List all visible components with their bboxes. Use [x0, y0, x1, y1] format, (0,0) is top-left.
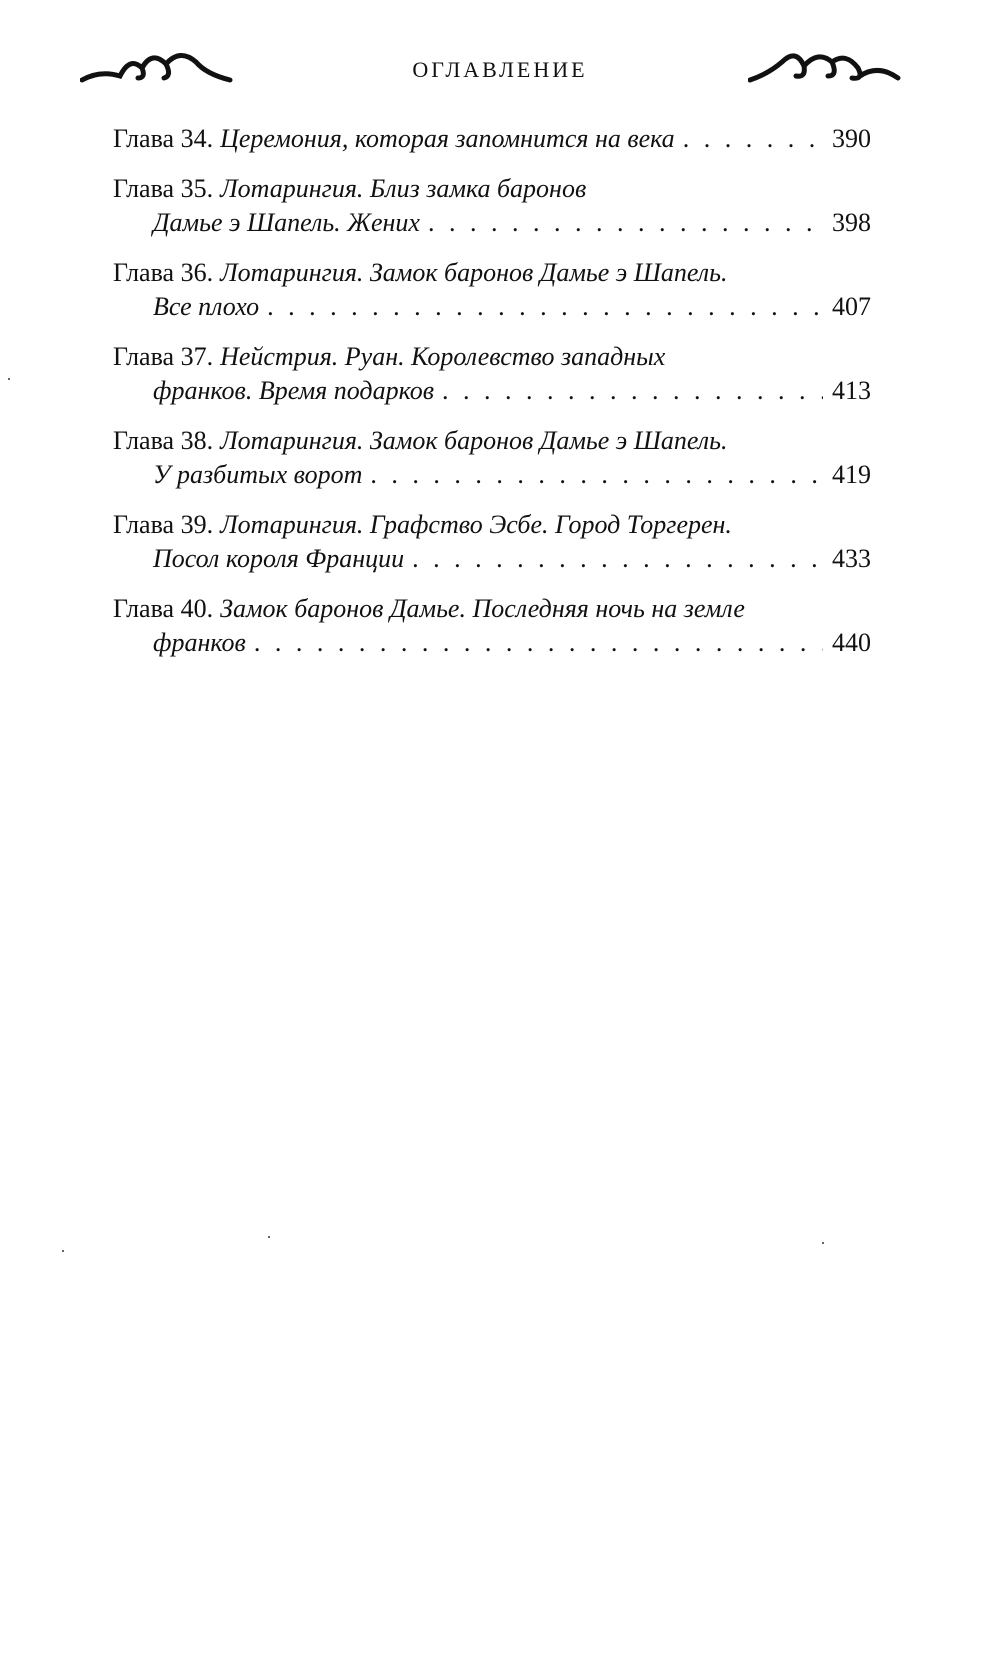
chapter-label: Глава 36. [113, 258, 214, 287]
page-number: 413 [832, 376, 871, 405]
toc-line [113, 542, 871, 576]
chapter-label: Глава 34. [113, 124, 214, 153]
scan-speck [822, 1242, 824, 1244]
toc-entry[interactable] [113, 592, 871, 660]
ornament-right-icon [748, 48, 908, 88]
page-header [0, 40, 1000, 100]
page-number: 419 [832, 460, 871, 489]
toc-line [113, 206, 871, 240]
toc-entry[interactable] [113, 172, 871, 240]
chapter-title: Замок баронов Дамье. Последняя ночь на земле [220, 594, 745, 623]
chapter-title: Лотарингия. Замок баронов Дамье э Шапель. [220, 426, 728, 455]
toc-line [113, 122, 871, 156]
dot-leader [370, 458, 823, 492]
chapter-title: Лотарингия. Близ замка баронов [220, 174, 587, 203]
toc-line [113, 458, 871, 492]
toc-entry[interactable] [113, 424, 871, 492]
chapter-title: Дамье э Шапель. Жених [153, 208, 420, 237]
toc-line [113, 256, 871, 290]
page-number: 407 [832, 292, 871, 321]
toc-entry[interactable] [113, 340, 871, 408]
chapter-title: Лотарингия. Замок баронов Дамье э Шапель. [220, 258, 728, 287]
chapter-label: Глава 40. [113, 594, 214, 623]
chapter-title: Все плохо [153, 292, 260, 321]
chapter-title: Церемония, которая запомнится на века [220, 124, 675, 153]
chapter-title: Лотарингия. Графство Эсбе. Город Торгерен. [220, 510, 732, 539]
chapter-title: Нейстрия. Руан. Королевство западных [220, 342, 666, 371]
toc-entry[interactable] [113, 508, 871, 576]
chapter-title: У разбитых ворот [153, 460, 363, 489]
scan-speck [8, 378, 10, 380]
scan-speck [62, 1250, 64, 1252]
dot-leader [412, 542, 823, 576]
page-number: 440 [832, 628, 871, 657]
toc-line [113, 290, 871, 324]
toc-line [113, 626, 871, 660]
toc-line [113, 424, 871, 458]
toc-line [113, 172, 871, 206]
toc-line [113, 592, 871, 626]
dot-leader [254, 626, 823, 660]
toc-line [113, 340, 871, 374]
page-number: 390 [832, 124, 871, 153]
toc-line [113, 374, 871, 408]
chapter-label: Глава 35. [113, 174, 214, 203]
page-number: 433 [832, 544, 871, 573]
page-number: 398 [832, 208, 871, 237]
dot-leader [267, 290, 823, 324]
page-title: ОГЛАВЛЕНИЕ [412, 57, 588, 82]
chapter-title: Посол короля Франции [153, 544, 405, 573]
toc-line [113, 508, 871, 542]
scan-speck [268, 1236, 270, 1238]
chapter-label: Глава 39. [113, 510, 214, 539]
chapter-label: Глава 38. [113, 426, 214, 455]
dot-leader [428, 206, 823, 240]
chapter-title: франков. Время подарков [153, 376, 435, 405]
dot-leader [683, 122, 823, 156]
table-of-contents [113, 122, 871, 676]
dot-leader [442, 374, 823, 408]
toc-entry[interactable] [113, 256, 871, 324]
toc-entry[interactable] [113, 122, 871, 156]
chapter-title: франков [153, 628, 246, 657]
chapter-label: Глава 37. [113, 342, 214, 371]
